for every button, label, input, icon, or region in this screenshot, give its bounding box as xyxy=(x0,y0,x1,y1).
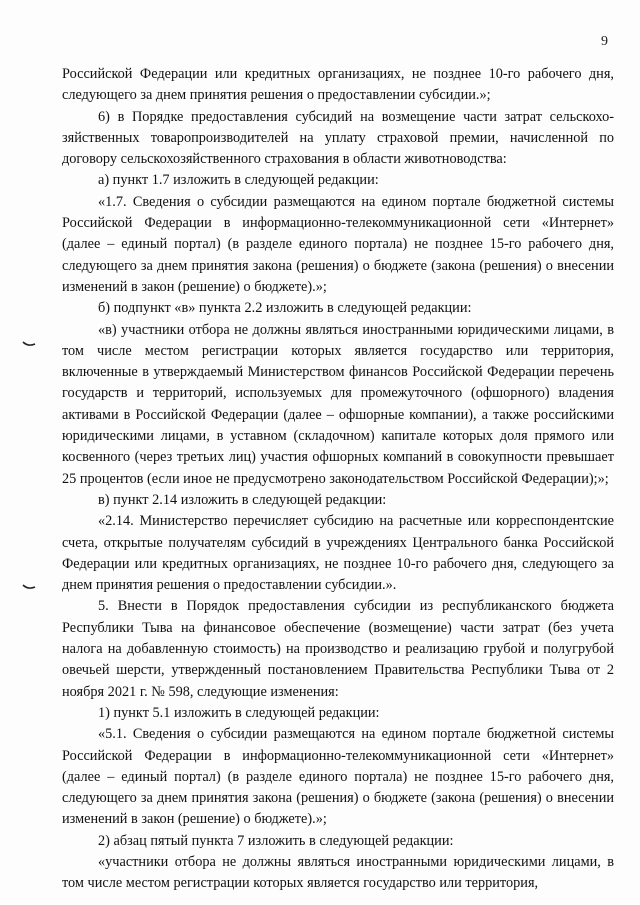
margin-mark-upper xyxy=(22,340,36,348)
paragraph-subitem-1: 1) пункт 5.1 изложить в следующей редакции: xyxy=(98,704,380,721)
paragraph-quote-5-1: «5.1. Сведения о субсидии размещаются на едином портале бюджетной системы Российской Федерации в информационно-телекоммуникационной сети «Интернет» (далее – единый портал) (в разделе единого портала) не позднее 15-го рабочего дня, следующего за днем принятия закона (решения) о бюджете (закона (решения) о внесении изменений в закон (решение) о бюджете).»; xyxy=(62,726,614,828)
paragraph-quote-participants: «участники отбора не должны являться иностранными юридическими лицами, в том числе местом регистрации которых является государство или территория, xyxy=(62,853,614,892)
paragraph-subitem-v: в) пункт 2.14 изложить в следующей редакции: xyxy=(98,491,387,508)
document-body xyxy=(62,64,614,895)
page-number: 9 xyxy=(601,34,608,49)
paragraph-subitem-b: б) подпункт «в» пункта 2.2 изложить в следующей редакции: xyxy=(98,300,472,317)
paragraph-continuation: Российской Федерации или кредитных организациях, не позднее 10-го рабочего дня, следующего за днем принятия решения о предоставлении субсидии.»; xyxy=(62,66,614,104)
paragraph-item-6: 6) в Порядке предоставления субсидий на возмещение части затрат сельскохозяйственных товаропроизводителей на уплату страховой премии, начисленной по договору сельскохозяйственного страхования в области животноводства: xyxy=(62,108,614,168)
paragraph-item-5: 5. Внести в Порядок предоставления субсидии из республиканского бюджета Республики Тыва на финансовое обеспечение (возмещение) части затрат (без учета налога на добавленную стоимость) на производство и реализацию грубой и полугрубой овечьей шерсти, утвержденный постановлением Правительства Республики Тыва от 2 ноября 2021 г. № 598, следующие изменения: xyxy=(62,598,614,700)
paragraph-quote-1-7: «1.7. Сведения о субсидии размещаются на едином портале бюджетной системы Российской Федерации в информационно-телекоммуникационной сети «Интернет» (далее – единый портал) (в разделе единого портала) не позднее 15-го рабочего дня, следующего за днем принятия закона (решения) о бюджете (закона (решения) о внесении изменений в закон (решение) о бюджете).»; xyxy=(62,193,614,295)
paragraph-quote-2-14: «2.14. Министерство перечисляет субсидию на расчетные или корреспондентские счета, открытые получателям субсидий в учреждениях Центрального банка Российской Федерации или кредитных организациях, не позднее 10-го рабочего дня, следующего за днем принятия решения о предоставлении субсидии.». xyxy=(62,513,614,594)
paragraph-subitem-a: а) пункт 1.7 изложить в следующей редакции: xyxy=(98,172,379,189)
paragraph-subitem-2: 2) абзац пятый пункта 7 изложить в следующей редакции: xyxy=(98,832,454,849)
margin-mark-lower xyxy=(22,583,36,591)
paragraph-quote-v: «в) участники отбора не должны являться иностранными юридическими лицами, в том числе местом регистрации которых является государство или территория, включенные в утверждаемый Министерством финансов Российской Федерации перечень государств и территорий, используемых для промежуточного (офшорного) владения активами в Российской Федерации (далее – офшорные компании), а также российскими юридическими лицами, в уставном (складочном) капитале которых доля прямого или косвенного (через третьих лиц) участия офшорных компаний в совокупности превышает 25 процентов (если иное не предусмотрено законодательством Российской Федерации);»; xyxy=(62,321,614,487)
